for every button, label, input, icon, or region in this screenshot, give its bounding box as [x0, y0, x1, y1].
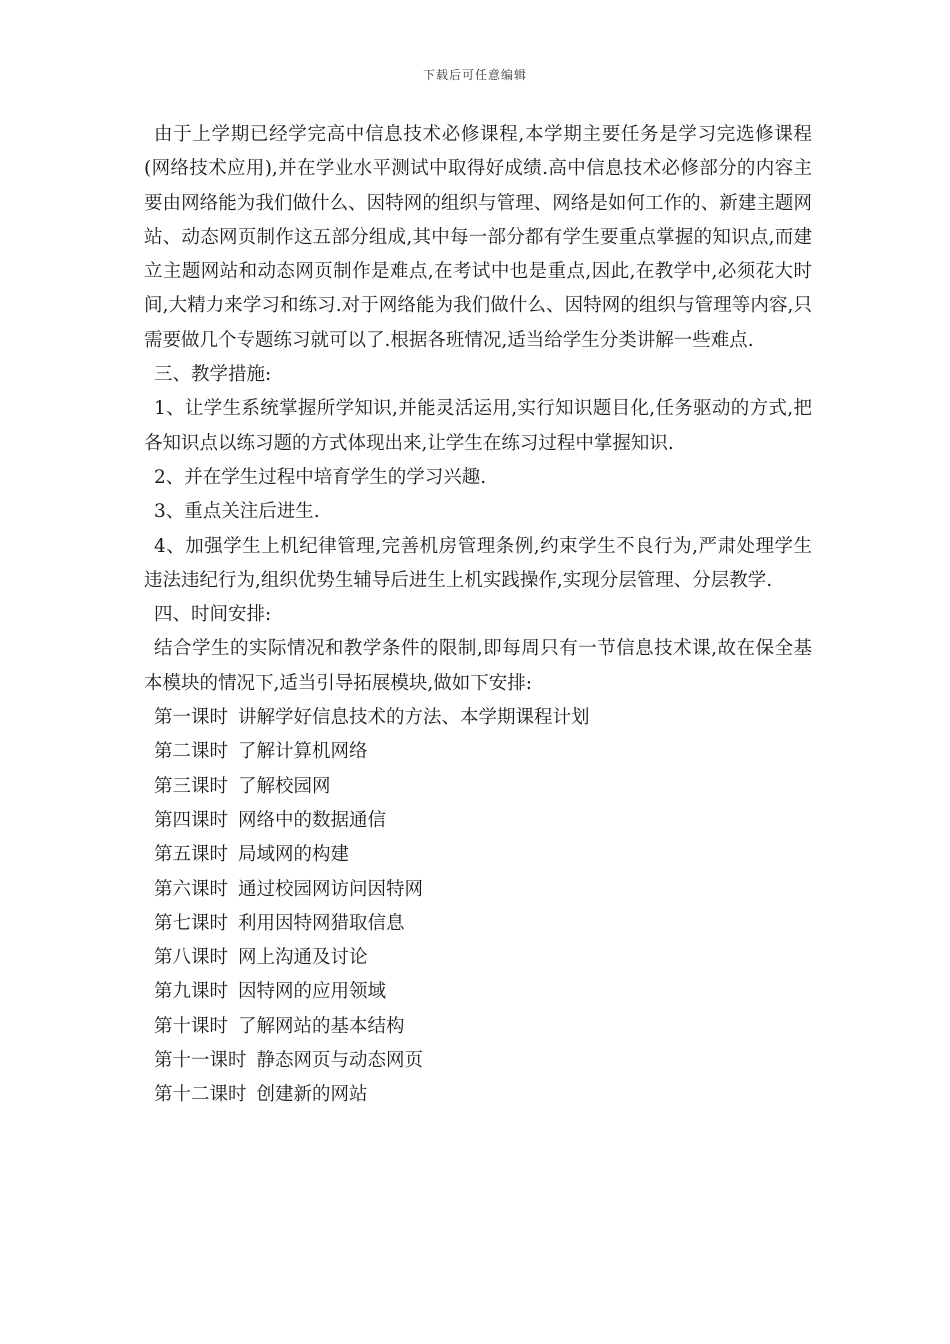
lesson-number: 第九课时 — [154, 981, 229, 1003]
document-body — [144, 118, 812, 1113]
lesson-number: 第二课时 — [154, 741, 229, 763]
lesson-topic: 通过校园网访问因特网 — [238, 878, 424, 900]
section-heading-measures: 三、教学措施: — [154, 364, 272, 386]
lesson-number: 第八课时 — [154, 947, 229, 969]
lesson-number: 第六课时 — [154, 878, 229, 900]
lesson-item — [144, 1078, 812, 1112]
lesson-number: 第四课时 — [154, 809, 229, 831]
lesson-item — [144, 770, 812, 804]
lesson-item — [144, 1044, 812, 1078]
lesson-number: 第十课时 — [154, 1015, 229, 1037]
lesson-number: 第三课时 — [154, 775, 229, 797]
lesson-number: 第十一课时 — [154, 1050, 247, 1072]
lesson-topic: 了解网站的基本结构 — [238, 1015, 405, 1037]
lesson-item — [144, 975, 812, 1009]
lesson-list — [144, 701, 812, 1113]
lesson-item — [144, 838, 812, 872]
measure-item-2: 2、并在学生过程中培育学生的学习兴趣. — [154, 466, 487, 488]
lesson-item — [144, 941, 812, 975]
lesson-number: 第十二课时 — [154, 1084, 247, 1106]
lesson-topic: 利用因特网猎取信息 — [238, 912, 405, 934]
measure-item-4: 4、加强学生上机纪律管理,完善机房管理条例,约束学生不良行为,严肃处理学生违法违纪行为,组织优势生辅导后进生上机实践操作,实现分层管理、分层教学. — [144, 535, 812, 591]
schedule-intro-paragraph: 结合学生的实际情况和教学条件的限制,即每周只有一节信息技术课,故在保全基本模块的情况下,适当引导拓展模块,做如下安排: — [144, 638, 812, 694]
lesson-item — [144, 735, 812, 769]
measure-item-3: 3、重点关注后进生. — [154, 501, 320, 523]
lesson-topic: 了解计算机网络 — [238, 741, 368, 763]
lesson-item — [144, 907, 812, 941]
page-header: 下载后可任意编辑 — [422, 68, 527, 82]
lesson-number: 第五课时 — [154, 844, 229, 866]
lesson-topic: 了解校园网 — [238, 775, 331, 797]
lesson-topic: 因特网的应用领域 — [238, 981, 387, 1003]
lesson-item — [144, 701, 812, 735]
lesson-item — [144, 1010, 812, 1044]
intro-paragraph: 由于上学期已经学完高中信息技术必修课程,本学期主要任务是学习完选修课程(网络技术应用),并在学业水平测试中取得好成绩.高中信息技术必修部分的内容主要由网络能为我们做什么、因特网的组织与管理、网络是如何工作的、新建主题网站、动态网页制作这五部分组成,其中每一部分都有学生要重点掌握的知识点,而建立主题网站和动态网页制作是难点,在考试中也是重点,因此,在教学中,必须花大时间,大精力来学习和练习.对于网络能为我们做什么、因特网的组织与管理等内容,只需要做几个专题练习就可以了.根据各班情况,适当给学生分类讲解一些难点. — [144, 124, 812, 351]
lesson-topic: 静态网页与动态网页 — [256, 1050, 424, 1072]
lesson-topic: 讲解学好信息技术的方法、本学期课程计划 — [238, 707, 590, 729]
lesson-topic: 局域网的构建 — [238, 844, 350, 866]
lesson-topic: 网络中的数据通信 — [238, 809, 387, 831]
lesson-topic: 网上沟通及讨论 — [238, 947, 368, 969]
lesson-item — [144, 804, 812, 838]
section-heading-schedule: 四、时间安排: — [154, 604, 272, 626]
lesson-item — [144, 873, 812, 907]
lesson-number: 第七课时 — [154, 912, 229, 934]
lesson-topic: 创建新的网站 — [256, 1084, 368, 1106]
measure-item-1: 1、让学生系统掌握所学知识,并能灵活运用,实行知识题目化,任务驱动的方式,把各知识点以练习题的方式体现出来,让学生在练习过程中掌握知识. — [144, 398, 812, 454]
lesson-number: 第一课时 — [154, 707, 229, 729]
